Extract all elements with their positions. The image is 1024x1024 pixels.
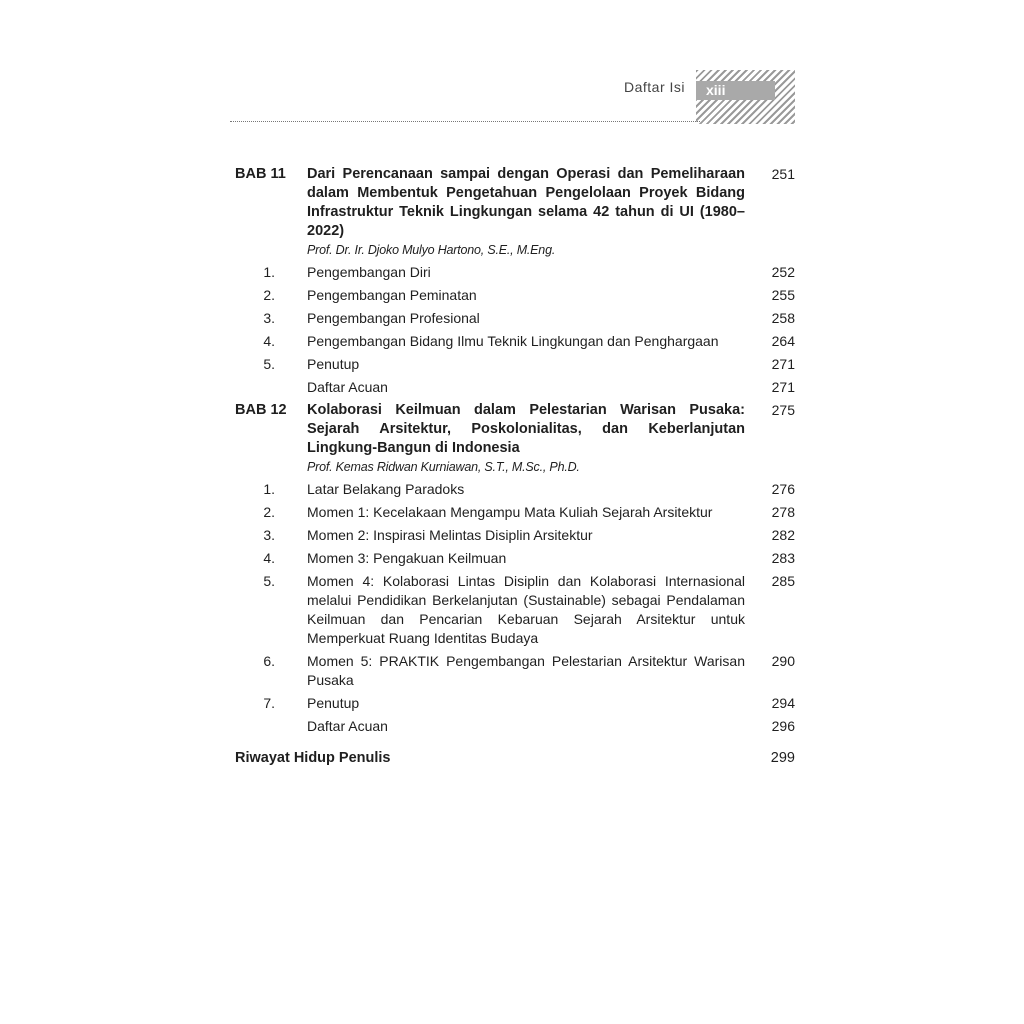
page-header: [230, 70, 795, 124]
section-page: 264: [771, 333, 795, 349]
author-row: [235, 241, 795, 259]
section-number: 6.: [263, 653, 275, 669]
section-page: 282: [771, 527, 795, 543]
section-page: 255: [771, 287, 795, 303]
section-number: 2.: [263, 504, 275, 520]
section-row[interactable]: [235, 355, 795, 374]
section-page: 294: [771, 695, 795, 711]
section-row[interactable]: [235, 503, 795, 522]
section-row[interactable]: [235, 332, 795, 351]
epilogue-row[interactable]: [235, 749, 795, 768]
section-title: Momen 4: Kolaborasi Lintas Disiplin dan Kolaborasi Internasional melalui Pendidikan Berkelanjutan (Sustainable) sebagai Pendalaman Keilmuan dan Pencarian Kebaruan Sejarah Arsitektur untuk Memperkuat Ruang Identitas Budaya: [307, 573, 745, 646]
chapter-row[interactable]: [235, 165, 795, 241]
section-row[interactable]: [235, 652, 795, 690]
section-page: 252: [771, 264, 795, 280]
chapter-author: Prof. Kemas Ridwan Kurniawan, S.T., M.Sc., Ph.D.: [307, 460, 580, 474]
section-title: Daftar Acuan: [307, 379, 388, 395]
section-number: 1.: [263, 264, 275, 280]
section-number: 5.: [263, 573, 275, 589]
chapter-title: Kolaborasi Keilmuan dalam Pelestarian Warisan Pusaka: Sejarah Arsitektur, Poskolonialitas, dan Keberlanjutan Lingkung-Bangun di Indonesia: [307, 402, 745, 456]
section-title: Latar Belakang Paradoks: [307, 481, 465, 497]
chapter-label: BAB 11: [235, 166, 286, 182]
section-row[interactable]: [235, 549, 795, 568]
section-page: 278: [771, 504, 795, 520]
section-page: 283: [771, 550, 795, 566]
section-number: 7.: [263, 695, 275, 711]
section-number: 5.: [263, 356, 275, 372]
chapter-title: Dari Perencanaan sampai dengan Operasi dan Pemeliharaan dalam Membentuk Pengetahuan Pengelolaan Proyek Bidang Infrastruktur Teknik Lingkungan selama 42 tahun di UI (1980–2022): [307, 166, 745, 239]
section-title: Momen 3: Pengakuan Keilmuan: [307, 550, 507, 566]
section-row[interactable]: [235, 717, 795, 736]
section-row[interactable]: [235, 694, 795, 713]
section-number: 3.: [263, 310, 275, 326]
header-dotted-rule: [230, 121, 700, 122]
epilogue-page: 299: [770, 750, 795, 766]
chapter-row[interactable]: [235, 401, 795, 458]
section-title: Momen 2: Inspirasi Melintas Disiplin Arsitektur: [307, 527, 593, 543]
chapter-author: Prof. Dr. Ir. Djoko Mulyo Hartono, S.E., M.Eng.: [307, 243, 556, 257]
section-row[interactable]: [235, 286, 795, 305]
section-number: 3.: [263, 527, 275, 543]
section-title: Pengembangan Bidang Ilmu Teknik Lingkungan dan Penghargaan: [307, 333, 719, 349]
section-page: 271: [771, 356, 795, 372]
section-page: 290: [771, 653, 795, 669]
section-title: Pengembangan Profesional: [307, 310, 480, 326]
section-title: Penutup: [307, 695, 360, 711]
section-page: 276: [771, 481, 795, 497]
section-page: 271: [771, 379, 795, 395]
chapter-page: 251: [771, 166, 795, 182]
section-row[interactable]: [235, 309, 795, 328]
section-number: 4.: [263, 550, 275, 566]
section-row[interactable]: [235, 480, 795, 499]
epilogue-title: Riwayat Hidup Penulis: [235, 750, 391, 766]
section-row[interactable]: [235, 378, 795, 397]
section-title: Momen 5: PRAKTIK Pengembangan Pelestarian Arsitektur Warisan Pusaka: [307, 653, 745, 688]
section-number: 1.: [263, 481, 275, 497]
section-number: 2.: [263, 287, 275, 303]
table-of-contents: [235, 165, 795, 768]
section-page: 285: [771, 573, 795, 589]
section-row[interactable]: [235, 526, 795, 545]
chapter-label: BAB 12: [235, 402, 287, 418]
page-number-badge: xiii: [696, 81, 775, 100]
section-row[interactable]: [235, 572, 795, 648]
section-title: Momen 1: Kecelakaan Mengampu Mata Kuliah Sejarah Arsitektur: [307, 504, 713, 520]
section-title: Pengembangan Peminatan: [307, 287, 477, 303]
section-title: Pengembangan Diri: [307, 264, 431, 280]
chapter-page: 275: [771, 402, 795, 418]
section-page: 296: [771, 718, 795, 734]
author-row: [235, 458, 795, 476]
section-number: 4.: [263, 333, 275, 349]
section-title: Penutup: [307, 356, 360, 372]
section-row[interactable]: [235, 263, 795, 282]
section-title: Daftar Acuan: [307, 718, 388, 734]
section-page: 258: [771, 310, 795, 326]
running-head: Daftar Isi: [623, 79, 685, 95]
